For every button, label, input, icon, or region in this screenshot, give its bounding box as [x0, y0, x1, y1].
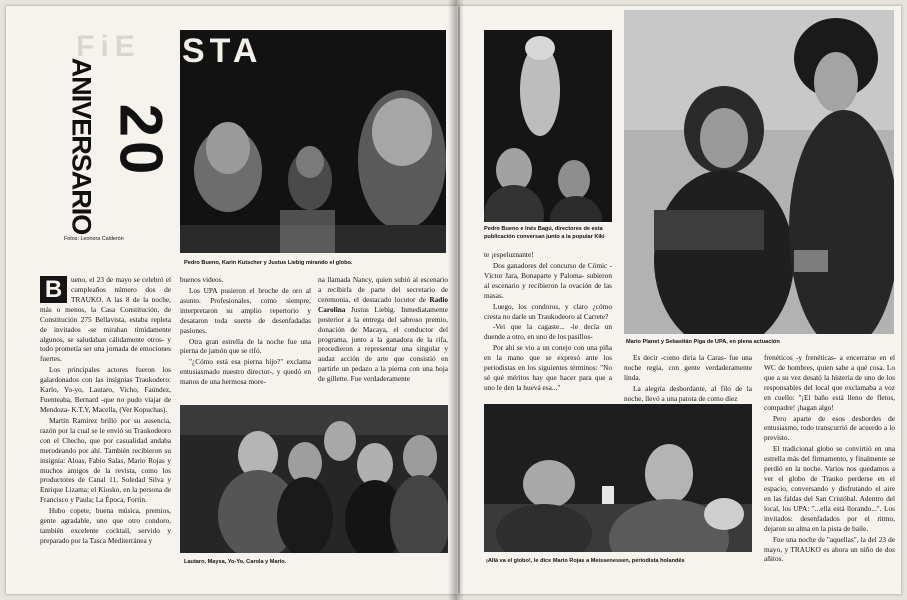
globo-photo	[484, 404, 752, 552]
kiki-photo	[484, 30, 612, 222]
vertical-title-text: ANIVERSARIO	[66, 57, 97, 235]
col2-p2: Los UPA pusieron el broche de oro al asunto. Profesionales, como siempre, interpretaron su amplio repertorio y desataron toda suerte de desenfadadas pasiones.	[180, 285, 311, 335]
caption-bottom-left: Lautaro, Maysa, Yo-Yo, Carola y Mario.	[184, 559, 287, 565]
left-page	[6, 6, 458, 594]
col3-radio-name: Radio Carolina	[318, 294, 448, 314]
caption-top-left: Pedro Bueno, Karin Kutscher y Justus Liebig mirando el globo.	[184, 260, 353, 266]
col6-p1: frenéticos -y frenéticas- a encerrarse en el WC de hombres, quien sabe a qué cosa. Lo que a su vez desató la histeria de uno de los responsables del local que exclamaba a voz en cuello: "¡El baño está lleno de fletos, compadre! ¡hagan algo!	[764, 353, 895, 412]
right-page	[460, 6, 901, 594]
col6-p3: El tradicional globo se convirtió en una estrella más del firmamento, y finalmente se perdió en la noche. Varios nos quedamos a ver el globo de Trauko perderse en el espacio, conversando y disfrutando el aire en las faldas del San Cristóbal. Adentro del local, los UPA: "...ella está llorando...". Los invitados: desenfadados por el ritmo, dejaron su alma en la pista de baile.	[764, 444, 895, 533]
article-col-3	[318, 275, 448, 385]
group-photo	[180, 405, 448, 553]
article-col-4	[484, 250, 612, 394]
col1-p2: Los principales actores fueron los galardonados con las insignias Traukodero: Karlo, Yo-yo, Lautaro, Vicho, Faúndez, Fuenteaba, Bernard -que no pudo viajar de Mendoza- K.T.Y, Macella, (Ver Kopuchas).	[40, 365, 171, 414]
col4-p2: Dos ganadores del concurso de Cómic -Víctor Jara, Bonaparte y Paloma- subieron al escenario y recibieron la ovación de las masas.	[484, 260, 612, 300]
article-col-5	[624, 353, 752, 405]
article-col-6	[764, 353, 895, 565]
col1-p3: Martín Ramírez brilló por su ausencia, razón por la cual se le envió su Traukodeoro con el Checho, que por casualidad andaba merodeando por ahí. También recibieron su insignia: Aloas, Fabio Salas, Mario Rojas y muchos amigos de la revista, como los productores de Canal 11, Soledad Silva y Enrique Lizama; el Kiosko, en la persona de Francisco y Paula; La Época, Fortín.	[40, 415, 171, 505]
title-sta: STA	[182, 32, 263, 70]
col6-p4: Fue una noche de "aquellas", la del 23 de mayo, y TRAUKO es ahora un niño de dos añitos.	[764, 534, 895, 564]
photo-credit: Fotos: Leonora Calderón	[64, 236, 124, 242]
article-col-1	[40, 275, 171, 547]
col1-intro: ueno, el 23 de mayo se celebró el cumpleaños número dos de TRAUKO. A las 8 de la noche, más o menos, la Casa Constitución, de Constitución 275 Bellavista, estaba repleta de invitados -se miraban tímidamente algunos, se saludaban cálidamente otros- y todo prometía ser una jornada de emociones fuertes.	[40, 275, 171, 364]
col3-p1a: na llamada Nancy, quien subió al escenario a recibirla de parte del secretario de ceremonia, el destacado locutor de	[318, 275, 448, 304]
col4-p5: Por ahí se vio a un conejo con una piña en la mano que se expresó ante los periodistas en los siguientes términos: "No sé qué méritos hay que hacer para que a uno le den la huevá esa..."	[484, 343, 612, 392]
drop-cap: B	[40, 276, 67, 303]
col3-p1b: Justus Liebig. Inmediatamente posterior a la entrega del sabroso premio, donación de Macaya, el conductor del programa, junto a la ganadora de la rifa, procedieron a representar una singular y audaz acción de arte que consistió en partirle un pedazo a la pierna con una hoja de gillette. Fue verdaderamente	[318, 304, 448, 384]
caption-bottom-right: ¡Allá va el globo!, le dice Mario Rojas a Meissenessen, periodista holandés	[486, 558, 685, 564]
caption-top-right-small: Pedro Bueno e Inés Bagú, directores de esta publicación conversan junto a la popular Kiki	[484, 226, 605, 240]
col4-p1: te ¡espeluznante!	[484, 250, 534, 259]
upa-photo	[624, 10, 894, 334]
vertical-title	[61, 56, 101, 236]
col6-p2: Pero aparte de esos desbordes de entusiasmo, todo transcurrió de acuerdo a lo previsto.	[764, 413, 895, 443]
col5-p2: La alegría desbordante, al filo de la noche, llevó a una patota de como diez	[624, 383, 752, 403]
title-fie: FiE	[76, 30, 141, 63]
article-col-2	[180, 275, 311, 388]
col4-p3: Luego, los condoros, y claro ¿cómo cresta no darle un Traukodeoro al Carrete?	[484, 301, 612, 321]
col2-p3: Otra gran estrella de la noche fue una pierna de jamón que se rifó.	[180, 336, 311, 356]
col5-p1: Es decir -como diría la Caras- fue una noche regia, con gente verdaderamente linda.	[624, 353, 752, 382]
caption-top-right-large: Mario Planet y Sebastián Piga de UPA, en plena actuación	[626, 339, 780, 345]
page-gutter	[448, 0, 464, 600]
col4-p4: -Vei que la cagaste... -le decía un duende a otro, en uno de los pasillos-	[484, 322, 612, 342]
col1-p4: Hubo copete, buena música, premios, gente agradable, uno que otro condoro, también excelente cocktail, servido y preparado por la Tasca Mediterránea y	[40, 506, 171, 545]
vertical-number	[106, 86, 176, 196]
vertical-number-text: 20	[107, 103, 175, 179]
col2-p1: buenos videos.	[180, 275, 224, 284]
col2-p4: "¿Cómo está esa pierna hijo?" exclama entusiasmado nuestro director-, y quedó en manos de una hermosa more-	[180, 357, 311, 387]
